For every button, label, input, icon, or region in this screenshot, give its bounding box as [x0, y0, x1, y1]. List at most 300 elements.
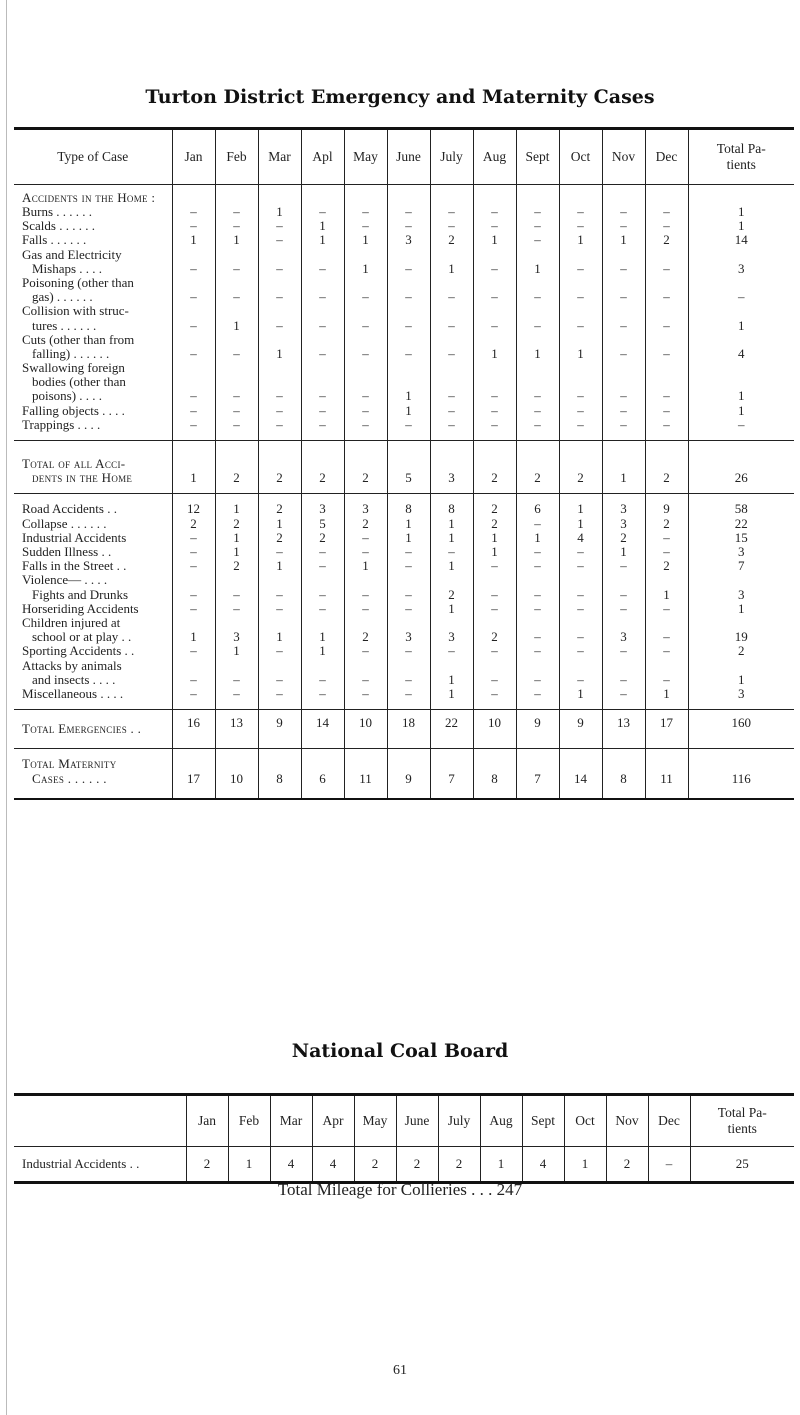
emergency-table	[14, 127, 794, 800]
header-cell: July	[430, 129, 473, 185]
row-label	[14, 361, 172, 404]
table-cell: –	[645, 333, 688, 361]
table-cell: 1	[602, 545, 645, 559]
table-cell: –	[559, 276, 602, 304]
table-cell: 1	[344, 559, 387, 573]
header-cell	[14, 1095, 186, 1147]
empty-cell	[430, 185, 473, 206]
table-cell: –	[516, 644, 559, 658]
table-cell: –	[387, 602, 430, 616]
table-cell: 9	[258, 710, 301, 749]
table-cell: –	[258, 361, 301, 404]
header-cell: Dec	[645, 129, 688, 185]
table-cell: 8	[387, 494, 430, 517]
table-row	[14, 333, 794, 361]
table-cell: –	[473, 559, 516, 573]
header-cell: Nov	[602, 129, 645, 185]
row-label	[14, 602, 172, 616]
empty-cell	[387, 185, 430, 206]
table-cell: –	[172, 573, 215, 601]
row-label	[14, 616, 172, 644]
table-cell: –	[602, 219, 645, 233]
row-label	[14, 441, 172, 494]
table-cell: 4	[270, 1147, 312, 1183]
table-cell: 1	[344, 248, 387, 276]
table-cell: –	[301, 559, 344, 573]
table-cell: –	[258, 233, 301, 247]
table-cell: –	[430, 333, 473, 361]
table-cell: 2	[215, 517, 258, 531]
table-cell: 2	[301, 531, 344, 545]
table-cell: 2	[430, 573, 473, 601]
row-label-line: and insects . . . .	[32, 671, 116, 687]
table-cell: 8	[473, 749, 516, 799]
total-cell: 58	[688, 494, 794, 517]
table-cell: 1	[258, 616, 301, 644]
row-label-line: Total of all Acci-	[22, 456, 126, 472]
table-cell: 1	[301, 233, 344, 247]
row-label-line: Collision with struc-	[22, 304, 129, 319]
table-cell: –	[215, 404, 258, 418]
row-label	[14, 517, 172, 531]
table-cell: 1	[430, 531, 473, 545]
table-cell: 10	[473, 710, 516, 749]
table-cell: –	[473, 248, 516, 276]
row-label	[14, 233, 172, 247]
row-label-line: Horseriding Accidents	[22, 601, 139, 616]
table-cell: 1	[387, 531, 430, 545]
row-label-line: Trappings . . . .	[22, 417, 101, 432]
table-cell: –	[516, 219, 559, 233]
table-cell: –	[301, 276, 344, 304]
header-cell: Jan	[186, 1095, 228, 1147]
table-cell: 1	[387, 361, 430, 404]
table-cell: 6	[516, 494, 559, 517]
table-cell: –	[172, 659, 215, 687]
table-cell: –	[387, 219, 430, 233]
table-cell: 2	[438, 1147, 480, 1183]
row-label-line: falling) . . . . . .	[32, 345, 110, 361]
table-cell: 4	[559, 531, 602, 545]
total-cell: 160	[688, 710, 794, 749]
row-label: Industrial Accidents . .	[22, 1156, 140, 1171]
table-cell: 1	[172, 233, 215, 247]
row-label	[14, 205, 172, 219]
row-label	[14, 404, 172, 418]
total-cell: 1	[688, 659, 794, 687]
table-cell: –	[344, 418, 387, 441]
row-label	[14, 710, 172, 749]
table-cell: 1	[387, 517, 430, 531]
header-cell: Mar	[258, 129, 301, 185]
header-cell: June	[396, 1095, 438, 1147]
header-cell: Type of Case	[14, 129, 172, 185]
table-row	[14, 644, 794, 658]
row-label-line: Falls . . . . . .	[22, 233, 87, 248]
total-cell: 7	[688, 559, 794, 573]
row-label-line: tures . . . . . .	[32, 317, 97, 333]
table-cell: 13	[215, 710, 258, 749]
row-label-line: dents in the Home	[32, 470, 133, 486]
row-label	[14, 276, 172, 304]
table-cell: –	[645, 276, 688, 304]
table-cell: 3	[602, 616, 645, 644]
table-cell: –	[172, 361, 215, 404]
row-label-line: Falls in the Street . .	[22, 559, 127, 574]
table-cell: –	[645, 616, 688, 644]
table-cell: –	[172, 205, 215, 219]
table-cell: –	[602, 659, 645, 687]
header-cell: Oct	[564, 1095, 606, 1147]
table-cell: –	[645, 404, 688, 418]
table-cell: –	[516, 233, 559, 247]
table-cell: –	[387, 205, 430, 219]
table-cell: –	[344, 304, 387, 332]
table-cell: 2	[258, 494, 301, 517]
header-cell: July	[438, 1095, 480, 1147]
table-cell: 2	[645, 517, 688, 531]
table-cell: 1	[258, 205, 301, 219]
table-cell: –	[344, 602, 387, 616]
total-cell: 4	[688, 333, 794, 361]
table-cell: 6	[301, 749, 344, 799]
row-label-line: Total Emergencies . .	[22, 721, 142, 737]
row-label	[14, 494, 172, 517]
table-row	[14, 687, 794, 710]
table-cell: –	[645, 644, 688, 658]
total-cell: –	[688, 418, 794, 441]
total-cell: 3	[688, 545, 794, 559]
table-cell: 2	[344, 616, 387, 644]
table-cell: –	[301, 602, 344, 616]
table-cell: –	[344, 333, 387, 361]
table-cell: –	[473, 276, 516, 304]
table-cell: –	[473, 304, 516, 332]
table-cell: –	[344, 361, 387, 404]
table-cell: –	[258, 687, 301, 710]
page-title: Turton District Emergency and Maternity Cases	[145, 86, 655, 108]
empty-cell	[602, 185, 645, 206]
table-row	[14, 248, 794, 276]
table-cell: 2	[645, 233, 688, 247]
table-cell: –	[516, 304, 559, 332]
empty-cell	[645, 185, 688, 206]
table-cell: 1	[559, 687, 602, 710]
table-cell: –	[559, 573, 602, 601]
table-row	[14, 233, 794, 247]
row-label	[14, 573, 172, 601]
table-cell: –	[430, 361, 473, 404]
table-cell: 2	[354, 1147, 396, 1183]
table-cell: –	[559, 304, 602, 332]
table-cell: 9	[559, 710, 602, 749]
emergency-table-body	[14, 185, 794, 799]
row-label-line: Gas and Electricity	[22, 247, 122, 262]
table-cell: 2	[344, 517, 387, 531]
table-cell: 2	[172, 517, 215, 531]
table-cell: 2	[645, 441, 688, 494]
table-cell: 2	[602, 531, 645, 545]
table-cell: 13	[602, 710, 645, 749]
table-cell: –	[301, 418, 344, 441]
empty-cell	[516, 185, 559, 206]
table-row	[14, 276, 794, 304]
table-cell: –	[172, 418, 215, 441]
header-cell: Feb	[228, 1095, 270, 1147]
table-cell: –	[473, 219, 516, 233]
table-cell: –	[258, 573, 301, 601]
header-cell: May	[354, 1095, 396, 1147]
header-cell: Oct	[559, 129, 602, 185]
header-row	[14, 129, 794, 185]
table-cell: –	[258, 248, 301, 276]
total-cell: 1	[688, 602, 794, 616]
table-cell: 1	[645, 573, 688, 601]
table-cell: –	[430, 418, 473, 441]
table-cell: 1	[559, 517, 602, 531]
table-cell: 3	[344, 494, 387, 517]
table-cell: 2	[344, 441, 387, 494]
table-cell: –	[215, 361, 258, 404]
total-maternity-row	[14, 749, 794, 799]
table-cell: 1	[215, 545, 258, 559]
table-cell: 3	[387, 233, 430, 247]
table-cell: –	[473, 659, 516, 687]
table-cell: –	[602, 361, 645, 404]
table-cell: –	[559, 404, 602, 418]
table-cell: 1	[473, 545, 516, 559]
empty-cell	[301, 185, 344, 206]
table-cell: –	[172, 559, 215, 573]
table-row	[14, 304, 794, 332]
table-cell: 8	[258, 749, 301, 799]
table-cell: –	[559, 545, 602, 559]
table-cell: –	[602, 573, 645, 601]
table-cell: 2	[473, 494, 516, 517]
header-cell: Aug	[473, 129, 516, 185]
table-cell: –	[301, 687, 344, 710]
header-cell: Mar	[270, 1095, 312, 1147]
table-cell: 5	[301, 517, 344, 531]
table-cell: –	[430, 545, 473, 559]
table-cell: –	[645, 219, 688, 233]
table-cell: –	[559, 559, 602, 573]
header-cell: Dec	[648, 1095, 690, 1147]
row-label	[14, 219, 172, 233]
table-cell: 11	[645, 749, 688, 799]
table-cell: –	[559, 659, 602, 687]
table-cell: 1	[172, 441, 215, 494]
page-edge-line	[6, 0, 7, 1415]
table-cell: –	[172, 219, 215, 233]
table-cell: 7	[430, 749, 473, 799]
row-label-line: Collapse . . . . . .	[22, 516, 107, 531]
table-row	[14, 404, 794, 418]
table-cell: –	[516, 517, 559, 531]
table-cell: –	[559, 205, 602, 219]
table-cell: –	[387, 659, 430, 687]
table-cell: –	[559, 361, 602, 404]
table-cell: 3	[387, 616, 430, 644]
table-cell: –	[215, 248, 258, 276]
table-row	[14, 517, 794, 531]
table-row	[14, 573, 794, 601]
table-row	[14, 616, 794, 644]
table-cell: 1	[258, 517, 301, 531]
table-cell: –	[344, 219, 387, 233]
table-cell: 3	[430, 441, 473, 494]
table-cell: –	[172, 276, 215, 304]
table-cell: 12	[172, 494, 215, 517]
table-cell: –	[258, 404, 301, 418]
table-cell: –	[344, 205, 387, 219]
table-cell: 8	[430, 494, 473, 517]
table-cell: –	[645, 248, 688, 276]
table-cell: –	[172, 304, 215, 332]
total-cell: 1	[688, 205, 794, 219]
table-cell: 2	[473, 616, 516, 644]
table-cell: 1	[387, 404, 430, 418]
table-cell: 2	[396, 1147, 438, 1183]
table-cell: 14	[559, 749, 602, 799]
table-cell: 16	[172, 710, 215, 749]
table-cell: 1	[430, 248, 473, 276]
table-cell: –	[301, 205, 344, 219]
total-cell: 1	[688, 404, 794, 418]
table-cell: –	[430, 205, 473, 219]
coal-board-table	[14, 1093, 794, 1184]
row-label-line: Total Maternity	[22, 756, 117, 772]
table-cell: 17	[172, 749, 215, 799]
empty-cell	[473, 185, 516, 206]
table-cell: –	[344, 687, 387, 710]
table-cell: –	[215, 333, 258, 361]
row-label-line: Cases . . . . . .	[32, 770, 107, 786]
table-cell: 10	[344, 710, 387, 749]
table-cell: –	[602, 205, 645, 219]
table-cell: –	[516, 616, 559, 644]
table-cell: 1	[215, 304, 258, 332]
table-cell: –	[215, 573, 258, 601]
table-cell: –	[258, 644, 301, 658]
table-cell: 1	[564, 1147, 606, 1183]
row-label-line: poisons) . . . .	[32, 388, 103, 404]
table-cell: –	[473, 602, 516, 616]
header-cell: Sept	[522, 1095, 564, 1147]
coal-data-row	[14, 1147, 794, 1183]
table-cell: –	[516, 418, 559, 441]
table-cell: –	[344, 573, 387, 601]
table-cell: –	[301, 659, 344, 687]
table-cell: –	[559, 602, 602, 616]
table-cell: –	[387, 559, 430, 573]
table-cell: –	[559, 644, 602, 658]
table-cell: –	[172, 545, 215, 559]
table-cell: 2	[645, 559, 688, 573]
row-label-line: Sporting Accidents . .	[22, 644, 135, 659]
row-label-line: Falling objects . . . .	[22, 403, 125, 418]
table-cell: –	[473, 404, 516, 418]
table-cell: –	[430, 404, 473, 418]
empty-cell	[215, 185, 258, 206]
table-cell: 2	[473, 517, 516, 531]
header-cell: Aug	[480, 1095, 522, 1147]
table-cell: –	[215, 659, 258, 687]
total-cell: 26	[688, 441, 794, 494]
row-label	[14, 749, 172, 799]
table-cell: –	[258, 304, 301, 332]
table-cell: 2	[258, 531, 301, 545]
row-label	[14, 248, 172, 276]
row-label-line: gas) . . . . . .	[32, 289, 93, 305]
table-cell: –	[258, 602, 301, 616]
table-cell: 1	[228, 1147, 270, 1183]
row-label-line: Burns . . . . . .	[22, 205, 93, 219]
table-cell: –	[301, 304, 344, 332]
table-cell: –	[602, 418, 645, 441]
table-cell: –	[602, 602, 645, 616]
table-cell: 4	[312, 1147, 354, 1183]
table-cell: 1	[473, 233, 516, 247]
row-label-line: Fights and Drunks	[32, 586, 129, 602]
table-row	[14, 418, 794, 441]
table-cell: –	[516, 573, 559, 601]
total-cell: 19	[688, 616, 794, 644]
section-heading: Accidents in the Home :	[22, 190, 156, 205]
table-row	[14, 659, 794, 687]
table-cell: 1	[430, 687, 473, 710]
total-cell: 116	[688, 749, 794, 799]
table-cell: –	[258, 545, 301, 559]
row-label-line: bodies (other than	[32, 374, 126, 390]
table-cell: –	[516, 602, 559, 616]
row-label-line: Poisoning (other than	[22, 275, 134, 290]
table-cell: 1	[301, 219, 344, 233]
table-cell: –	[344, 531, 387, 545]
table-cell: 1	[344, 233, 387, 247]
table-row	[14, 602, 794, 616]
table-row	[14, 361, 794, 404]
table-cell: 5	[387, 441, 430, 494]
row-label-line: Industrial Accidents	[22, 530, 127, 545]
table-cell: 1	[258, 333, 301, 361]
empty-cell	[172, 185, 215, 206]
row-label-line: Cuts (other than from	[22, 332, 135, 347]
header-cell: Apl	[301, 129, 344, 185]
table-cell: –	[344, 404, 387, 418]
table-cell: –	[387, 276, 430, 304]
table-cell: 1	[430, 517, 473, 531]
table-cell: 1	[301, 644, 344, 658]
table-cell: –	[172, 404, 215, 418]
table-cell: 1	[602, 441, 645, 494]
table-cell: –	[559, 248, 602, 276]
table-cell: –	[473, 361, 516, 404]
table-cell: 9	[516, 710, 559, 749]
table-cell: –	[215, 219, 258, 233]
table-cell: 1	[480, 1147, 522, 1183]
row-label-line: Scalds . . . . . .	[22, 219, 95, 234]
table-cell: –	[387, 545, 430, 559]
total-emergencies-row	[14, 710, 794, 749]
table-cell: –	[645, 545, 688, 559]
table-cell: –	[645, 205, 688, 219]
table-cell: –	[344, 276, 387, 304]
table-cell: –	[258, 276, 301, 304]
table-cell: –	[301, 404, 344, 418]
table-cell: –	[602, 304, 645, 332]
table-cell: –	[172, 687, 215, 710]
